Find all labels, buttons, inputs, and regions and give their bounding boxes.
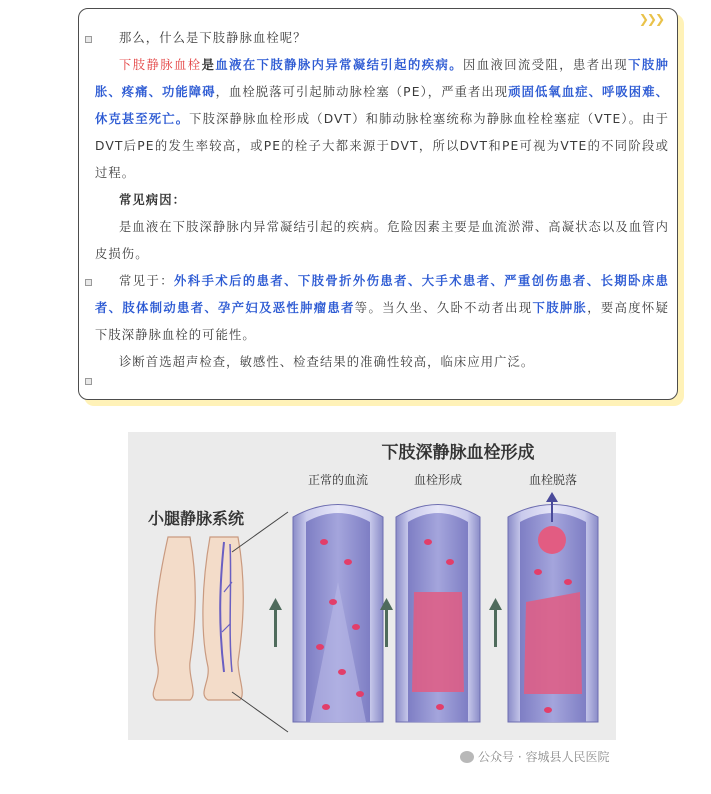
panel-label-formation: 血栓形成 [413, 473, 463, 487]
chevron-decoration-icon: ❯❯❯ [638, 12, 663, 26]
definition-text-3: 下肢深静脉血栓形成（DVT）和肺动脉栓塞统称为静脉血栓栓塞症（VTE）。由于DVT后PE的发生率较高，或PE的栓子大都来源于DVT，所以DVT和PE可视为VTE的不同阶段或过程。 [95, 112, 669, 180]
definition-text-1: 因血液回流受阻，患者出现 [462, 58, 629, 72]
vein-thrombus-dislodged [508, 492, 598, 722]
vein-thrombus-forming [396, 505, 480, 723]
leg-system-label: 小腿静脉系统 [147, 509, 245, 528]
risk-groups-highlight: 外科手术后的患者、下肢骨折外伤患者、大手术患者、严重创伤患者、长期卧床患者、肢体制动患者、孕产妇及恶性肿瘤患者 [95, 274, 669, 315]
definition-highlight: 血液在下肢静脉内异常凝结引起的疾病。 [215, 58, 463, 72]
leg-drawing [153, 512, 288, 732]
causes-text: 是血液在下肢深静脉内异常凝结引起的疾病。危险因素主要是血流淤滞、高凝状态以及血管内皮损伤。 [95, 220, 669, 261]
bullet-marker-icon [85, 36, 92, 43]
question-line [95, 25, 669, 52]
risk-lead-text: 常见于： [119, 274, 175, 288]
severe-highlight: 顽固低氧血症、呼吸困难、休克甚至死亡。 [95, 85, 670, 126]
risk-groups-paragraph [95, 268, 669, 349]
diagnosis-paragraph [95, 349, 669, 376]
footer-source [460, 748, 609, 765]
dvt-illustration [128, 432, 616, 740]
definition-text-2: ，血栓脱落可引起肺动脉栓塞（PE），严重者出现 [215, 85, 509, 99]
panel-label-dislodge: 血栓脱落 [528, 473, 578, 487]
causes-paragraph [95, 214, 669, 268]
source-text: 公众号 · 容城县人民医院 [478, 750, 610, 764]
definition-paragraph [95, 52, 669, 187]
risk-text-2: ，要高度怀疑下肢深静脉血栓的可能性。 [95, 301, 669, 342]
panel-label-normal: 正常的血流 [307, 473, 369, 487]
vein-normal [293, 505, 383, 723]
bullet-marker-icon [85, 378, 92, 385]
term-highlight: 下肢静脉血栓 [119, 58, 202, 72]
symptoms-highlight: 下肢肿胀、疼痛、功能障碍 [95, 58, 670, 99]
causes-heading [95, 187, 669, 214]
article-card [78, 8, 678, 400]
illustration-title: 下肢深静脉血栓形成 [381, 443, 535, 463]
bullet-marker-icon [85, 279, 92, 286]
question-text: 那么，什么是下肢静脉血栓呢？ [119, 31, 307, 45]
swelling-highlight: 下肢肿胀 [532, 301, 588, 315]
diagnosis-text: 诊断首选超声检查，敏感性、检查结果的准确性较高，临床应用广泛。 [119, 355, 535, 369]
wechat-icon [460, 751, 474, 763]
causes-heading-text: 常见病因： [119, 193, 186, 207]
risk-text-1: 等。当久坐、久卧不动者出现 [354, 301, 533, 315]
is-text: 是 [201, 58, 216, 72]
